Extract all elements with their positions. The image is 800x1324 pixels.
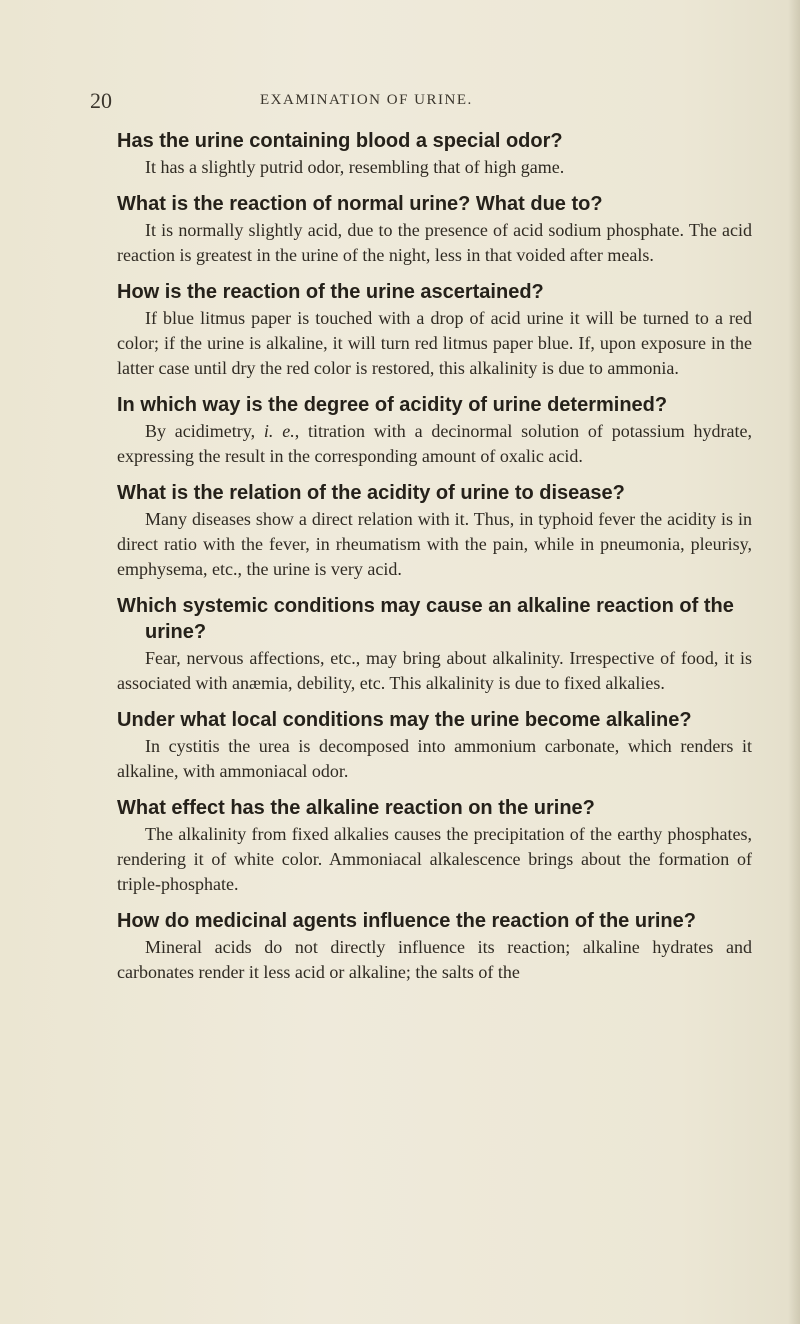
qa-block [117,480,752,582]
question-heading: What effect has the alkaline reaction on the urine? [117,797,595,819]
answer-paragraph: Mineral acids do not directly influence its reaction; alkaline hydrates and carbonates render it less acid or alkaline; the salts of the [117,937,752,982]
question-heading: Under what local conditions may the urine become alkaline? [117,709,692,731]
answer-text-end: , titration with a decinormal solution of potassium hydrate, expressing the result in the corresponding amount of oxalic acid. [117,421,752,466]
question-heading: Which systemic conditions may cause an alkaline reaction of the urine? [117,595,734,643]
answer-paragraph: It is normally slightly acid, due to the presence of acid sodium phosphate. The acid reaction is greatest in the urine of the night, less in that voided after meals. [117,220,752,265]
qa-block [117,191,752,268]
qa-block [117,128,752,180]
answer-text-italic: i. e. [263,421,295,441]
page-number: 20 [90,88,112,113]
qa-block [117,795,752,897]
answer-paragraph: Fear, nervous affections, etc., may bring about alkalinity. Irrespective of food, it is associated with anæmia, debility, etc. This alkalinity is due to fixed alkalies. [117,648,752,693]
page-edge-shadow [788,0,800,1324]
answer-paragraph: The alkalinity from fixed alkalies causes the precipitation of the earthy phosphates, rendering it of white color. Ammoniacal alkalescence brings about the formation of triple-phosphate. [117,824,752,894]
question-heading: What is the reaction of normal urine? What due to? [117,193,603,215]
qa-block [117,392,752,469]
question-heading: How is the reaction of the urine ascertained? [117,281,544,303]
running-head [90,88,750,118]
page-body [117,128,752,996]
qa-block [117,593,752,696]
answer-text-start: By acidimetry, [145,421,264,441]
question-heading: In which way is the degree of acidity of urine determined? [117,394,668,416]
question-heading: What is the relation of the acidity of urine to disease? [117,482,625,504]
qa-block [117,908,752,985]
answer-paragraph: If blue litmus paper is touched with a drop of acid urine it will be turned to a red color; if the urine is alkaline, it will turn red litmus paper blue. If, upon exposure in the latter case until dry the red color is restored, this alkalinity is due to ammonia. [117,308,752,378]
running-head-title: EXAMINATION OF URINE. [260,92,473,108]
answer-paragraph: It has a slightly putrid odor, resembling that of high game. [145,157,565,177]
qa-block [117,279,752,381]
answer-paragraph [117,419,752,469]
question-heading: How do medicinal agents influence the reaction of the urine? [117,910,696,932]
answer-paragraph: Many diseases show a direct relation with it. Thus, in typhoid fever the acidity is in direct ratio with the fever, in rheumatism with the pain, while in pneumonia, pleurisy, emphysema, etc., the urine is very acid. [117,509,752,579]
question-heading: Has the urine containing blood a special odor? [117,130,563,152]
answer-paragraph: In cystitis the urea is decomposed into ammonium carbonate, which renders it alkaline, with ammoniacal odor. [117,736,752,781]
qa-block [117,707,752,784]
